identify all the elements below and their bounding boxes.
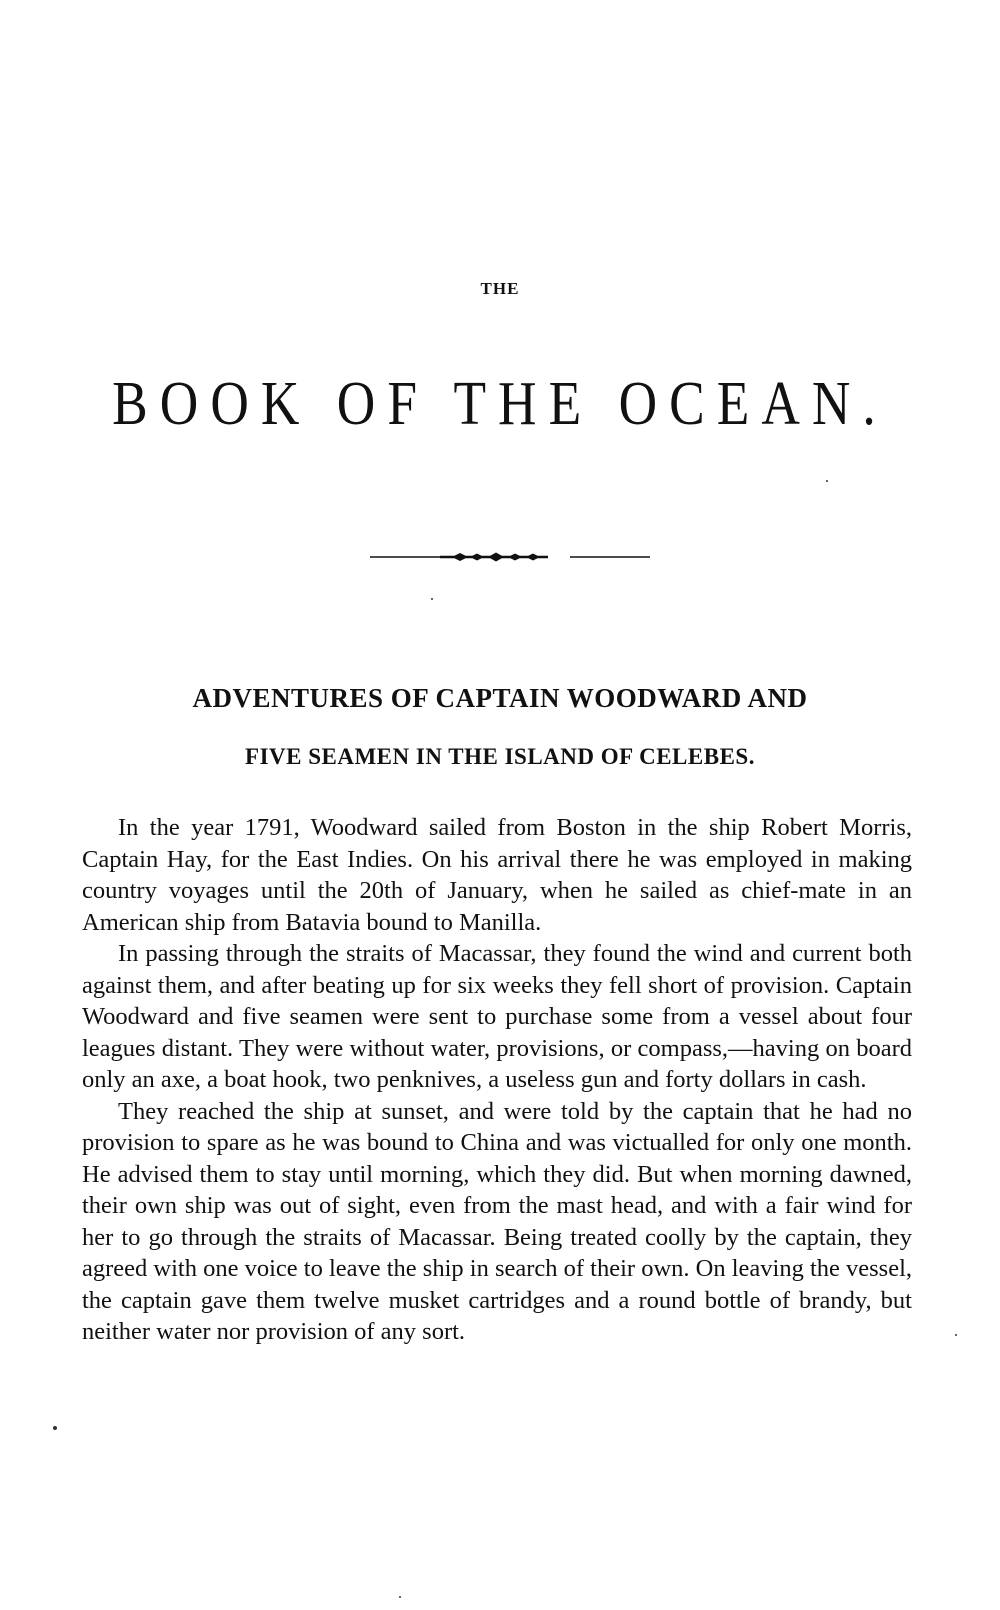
paragraph-1: In the year 1791, Woodward sailed from Boston in the ship Robert Morris, Captain Hay, for the East Indies. On his arrival there he was employed in making country voyages until the 20th of January, when he sailed as chief-mate in an American ship from Batavia bound to Manilla. bbox=[82, 814, 912, 936]
section-heading-line-2: FIVE SEAMEN IN THE ISLAND OF CELEBES. bbox=[245, 744, 755, 769]
body-text bbox=[82, 812, 912, 1348]
ink-speck bbox=[399, 1596, 401, 1598]
book-title: BOOK OF THE OCEAN. bbox=[112, 370, 888, 438]
paragraph-2: In passing through the straits of Macassar, they found the wind and current both against them, and after beating up for six weeks they fell short of provision. Captain Woodward and five seamen were sent to purchase some from a vessel about four leagues distant. They were without water, provisions, or compass,—having on board only an axe, a boat hook, two penknives, a useless gun and forty dollars in cash. bbox=[82, 940, 912, 1093]
paragraph-3: They reached the ship at sunset, and were told by the captain that he had no provision to spare as he was bound to China and was victualled for only one month. He advised them to stay until morning, which they did. But when morning dawned, their own ship was out of sight, even from the mast head, and with a fair wind for her to go through the straits of Macassar. Being treated coolly by the captain, they agreed with one voice to leave the ship in search of their own. On leaving the vessel, the captain gave them twelve musket cartridges and a round bottle of brandy, but neither water nor provision of any sort. bbox=[82, 1097, 913, 1345]
section-heading-line-1: ADVENTURES OF CAPTAIN WOODWARD AND bbox=[192, 683, 808, 713]
ornament-divider-icon bbox=[370, 550, 650, 564]
pre-title: THE bbox=[480, 279, 520, 298]
ink-speck bbox=[431, 598, 433, 600]
ink-speck bbox=[826, 480, 828, 482]
ink-speck bbox=[53, 1426, 57, 1430]
ink-speck bbox=[955, 1334, 957, 1336]
